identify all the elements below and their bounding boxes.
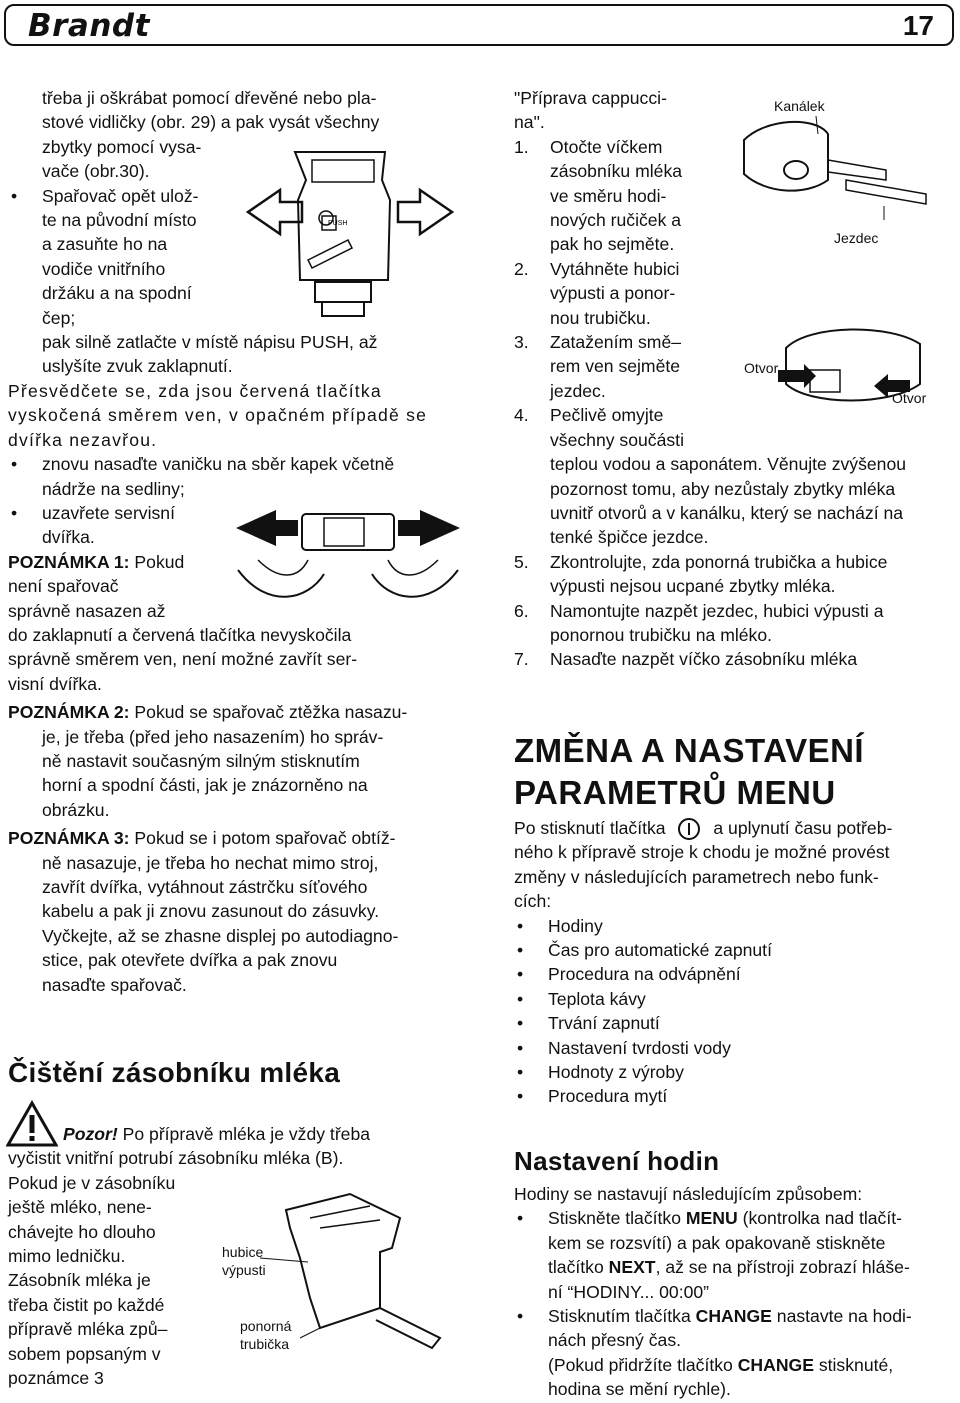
label-otvor-right: Otvor [892, 390, 927, 406]
bullet-drip-tray: • znovu nasaďte vaničku na sběr kapek včetně nádrže na sedliny; [8, 452, 448, 501]
heading-clock: Nastavení hodin [514, 1146, 720, 1176]
list-item: • Procedura na odvápnění [514, 962, 954, 986]
warning-label: Pozor! [63, 1124, 118, 1144]
paragraph-intro: třeba ji oškrábat pomocí dřevěné nebo pla- stové vidličky (obr. 29) a pak vysát všechny zbytky pomocí vysa- vače (obr.30). [42, 88, 380, 182]
clock-step-1: • Stiskněte tlačítko MENU (kontrolka nad tlačít- kem se rozsvítí) a pak opakovaně stiskněte tlačítko NEXT, až se na přístroji zobrazí hláše- ní “HODINY... 00:00” [514, 1206, 954, 1304]
step-6: 6. Namontujte nazpět jezdec, hubici výpusti a ponornou trubičku na mléko. [514, 600, 884, 645]
list-item: • Čas pro automatické zapnutí [514, 938, 954, 962]
milk-container-illustration [200, 1188, 450, 1388]
note-3: POZNÁMKA 3: Pokud se i potom spařovač obtíž- ně nasazuje, je třeba ho nechat mimo stroj, zavřít dvířka, vytáhnout zástrčku síťového kabelu a pak ji znovu zasunout do zásuvky. Vyčkejte, až se zhasne displej po autodiagno- stice, pak otevřete dvířka a pak znovu nasaďte spařovač. [8, 828, 399, 995]
list-item: • Nastavení tvrdosti vody [514, 1036, 954, 1060]
bullet-reinsert: • Spařovač opět ulož- te na původní místo a zasuňte ho na vodiče vnitřního držáku a na spodní čep; pak silně zatlačte v místě nápisu PUSH, až uslyšíte zvuk zaklapnutí. [8, 184, 448, 379]
note-2: POZNÁMKA 2: Pokud se spařovač ztěžka nasazu- je, je třeba (před jeho nasazením) ho správ- ně nastavit současným silným stisknutím horní a spodní části, jak je znázorněno na obrázku. [8, 702, 408, 820]
svg-text:PUSH: PUSH [328, 220, 348, 227]
step-1: 1. Otočte víčkem zásobníku mléka ve směru hodi- nových ručiček a pak ho sejměte. [514, 136, 683, 255]
bullet-close-door: • uzavřete servisní dvířka. [8, 501, 448, 550]
list-item: • Hodnoty z výroby [514, 1060, 954, 1084]
menu-parameter-list [514, 914, 954, 1109]
brewer-push-illustration [240, 140, 460, 320]
lid-channel-illustration [736, 110, 936, 220]
step-3: 3. Zatažením smě– rem ven sejměte jezdec. [514, 332, 682, 401]
page-header [4, 4, 954, 46]
heading-milk-cleaning: Čištění zásobníku mléka [8, 1057, 341, 1088]
label-ponorna: ponorná [240, 1318, 292, 1334]
label-hubice: hubice [222, 1244, 264, 1260]
label-otvor-left: Otvor [744, 360, 779, 376]
label-jezdec: Jezdec [834, 230, 879, 246]
brand-logo: Brandt [28, 8, 150, 44]
clock-section: Hodiny se nastavují následujícím způsobem: • Stiskněte tlačítko MENU (kontrolka nad tlačít- kem se rozsvítí) a pak opakovaně stiskněte tlačítko NEXT, až se na přístroji zobrazí hláše- ní “HODINY... 00:00” • Stisknutím tlačítka CHANGE nastavte na hodi- nách přesný čas. (Pokud přidržíte tlačítko CHANGE stisknuté, hodina se mění rychle). [514, 1182, 954, 1402]
step-5: 5. Zkontrolujte, zda ponorná trubička a hubice výpusti nejsou ucpané zbytky mléka. [514, 551, 888, 597]
label-kanalek: Kanálek [774, 98, 825, 114]
paragraph-check: Přesvědčete se, zda jsou červená tlačítka vyskočená směrem ven, v opačném případě se dvířka nezavřou. [8, 380, 428, 450]
menu-heading: ZMĚNA A NASTAVENÍ PARAMETRŮ MENU [514, 732, 865, 811]
page-number: 17 [902, 10, 934, 41]
step-2: 2. Vytáhněte hubici výpusti a ponor- nou trubičku. [514, 258, 680, 328]
step-7: 7. Nasaďte nazpět víčko zásobníku mléka [514, 649, 858, 670]
hands-press-illustration [228, 500, 468, 620]
list-item: • Teplota kávy [514, 987, 954, 1011]
list-item: • Trvání zapnutí [514, 1011, 954, 1035]
list-item: • Procedura mytí [514, 1084, 954, 1108]
label-trubicka: trubička [240, 1336, 290, 1352]
warning-block: Pozor! Po přípravě mléka je vždy třeba vyčistit vnitřní potrubí zásobníku mléka (B). Pokud je v zásobníku ještě mléko, nene- chávejte ho dlouho mimo ledničku. Zásobník mléka je třeba čistit po každé přípravě mléka způ– sobem popsaným v poznámce 3 [8, 1122, 453, 1390]
power-icon [678, 818, 700, 840]
menu-intro: Po stisknutí tlačítka a uplynutí času potřeb- ného k přípravě stroje k chodu je možné provést změny v následujících parametrech nebo funk- cích: • Hodiny • Čas pro automatické zapnutí • Procedura na odvápnění • Teplota kávy • Trvání zapnutí • Nastavení tvrdosti vody • Hodnoty z výroby • Procedura mytí [514, 816, 954, 1109]
list-item: • Hodiny [514, 914, 954, 938]
label-vypusti: výpusti [222, 1262, 266, 1278]
note-1: POZNÁMKA 1: Pokud není spařovač správně nasazen až do zaklapnutí a červená tlačítka nevyskočila správně směrem ven, není možné zavřít ser- visní dvířka. [8, 551, 358, 694]
warning-rest: Pokud je v zásobníku ještě mléko, nene- chávejte ho dlouho mimo ledničku. Zásobník mléka je třeba čistit po každé přípravě mléka způ– sobem popsaným v poznámce 3 [8, 1172, 176, 1389]
clock-step-2: • Stisknutím tlačítka CHANGE nastavte na hodi- nách přesný čas. (Pokud přidržíte tlačítko CHANGE stisknuté, hodina se mění rychle). [514, 1304, 954, 1402]
step-4: 4. Pečlivě omyjte všechny součásti teplou vodou a saponátem. Věnujte zvýšenou pozornost tomu, aby nezůstaly zbytky mléka uvnitř otvorů a v kanálku, který se nachází na tenké špičce jezdce. [514, 405, 907, 548]
intro-cappuccino: "Příprava cappucci- na". [514, 88, 667, 133]
